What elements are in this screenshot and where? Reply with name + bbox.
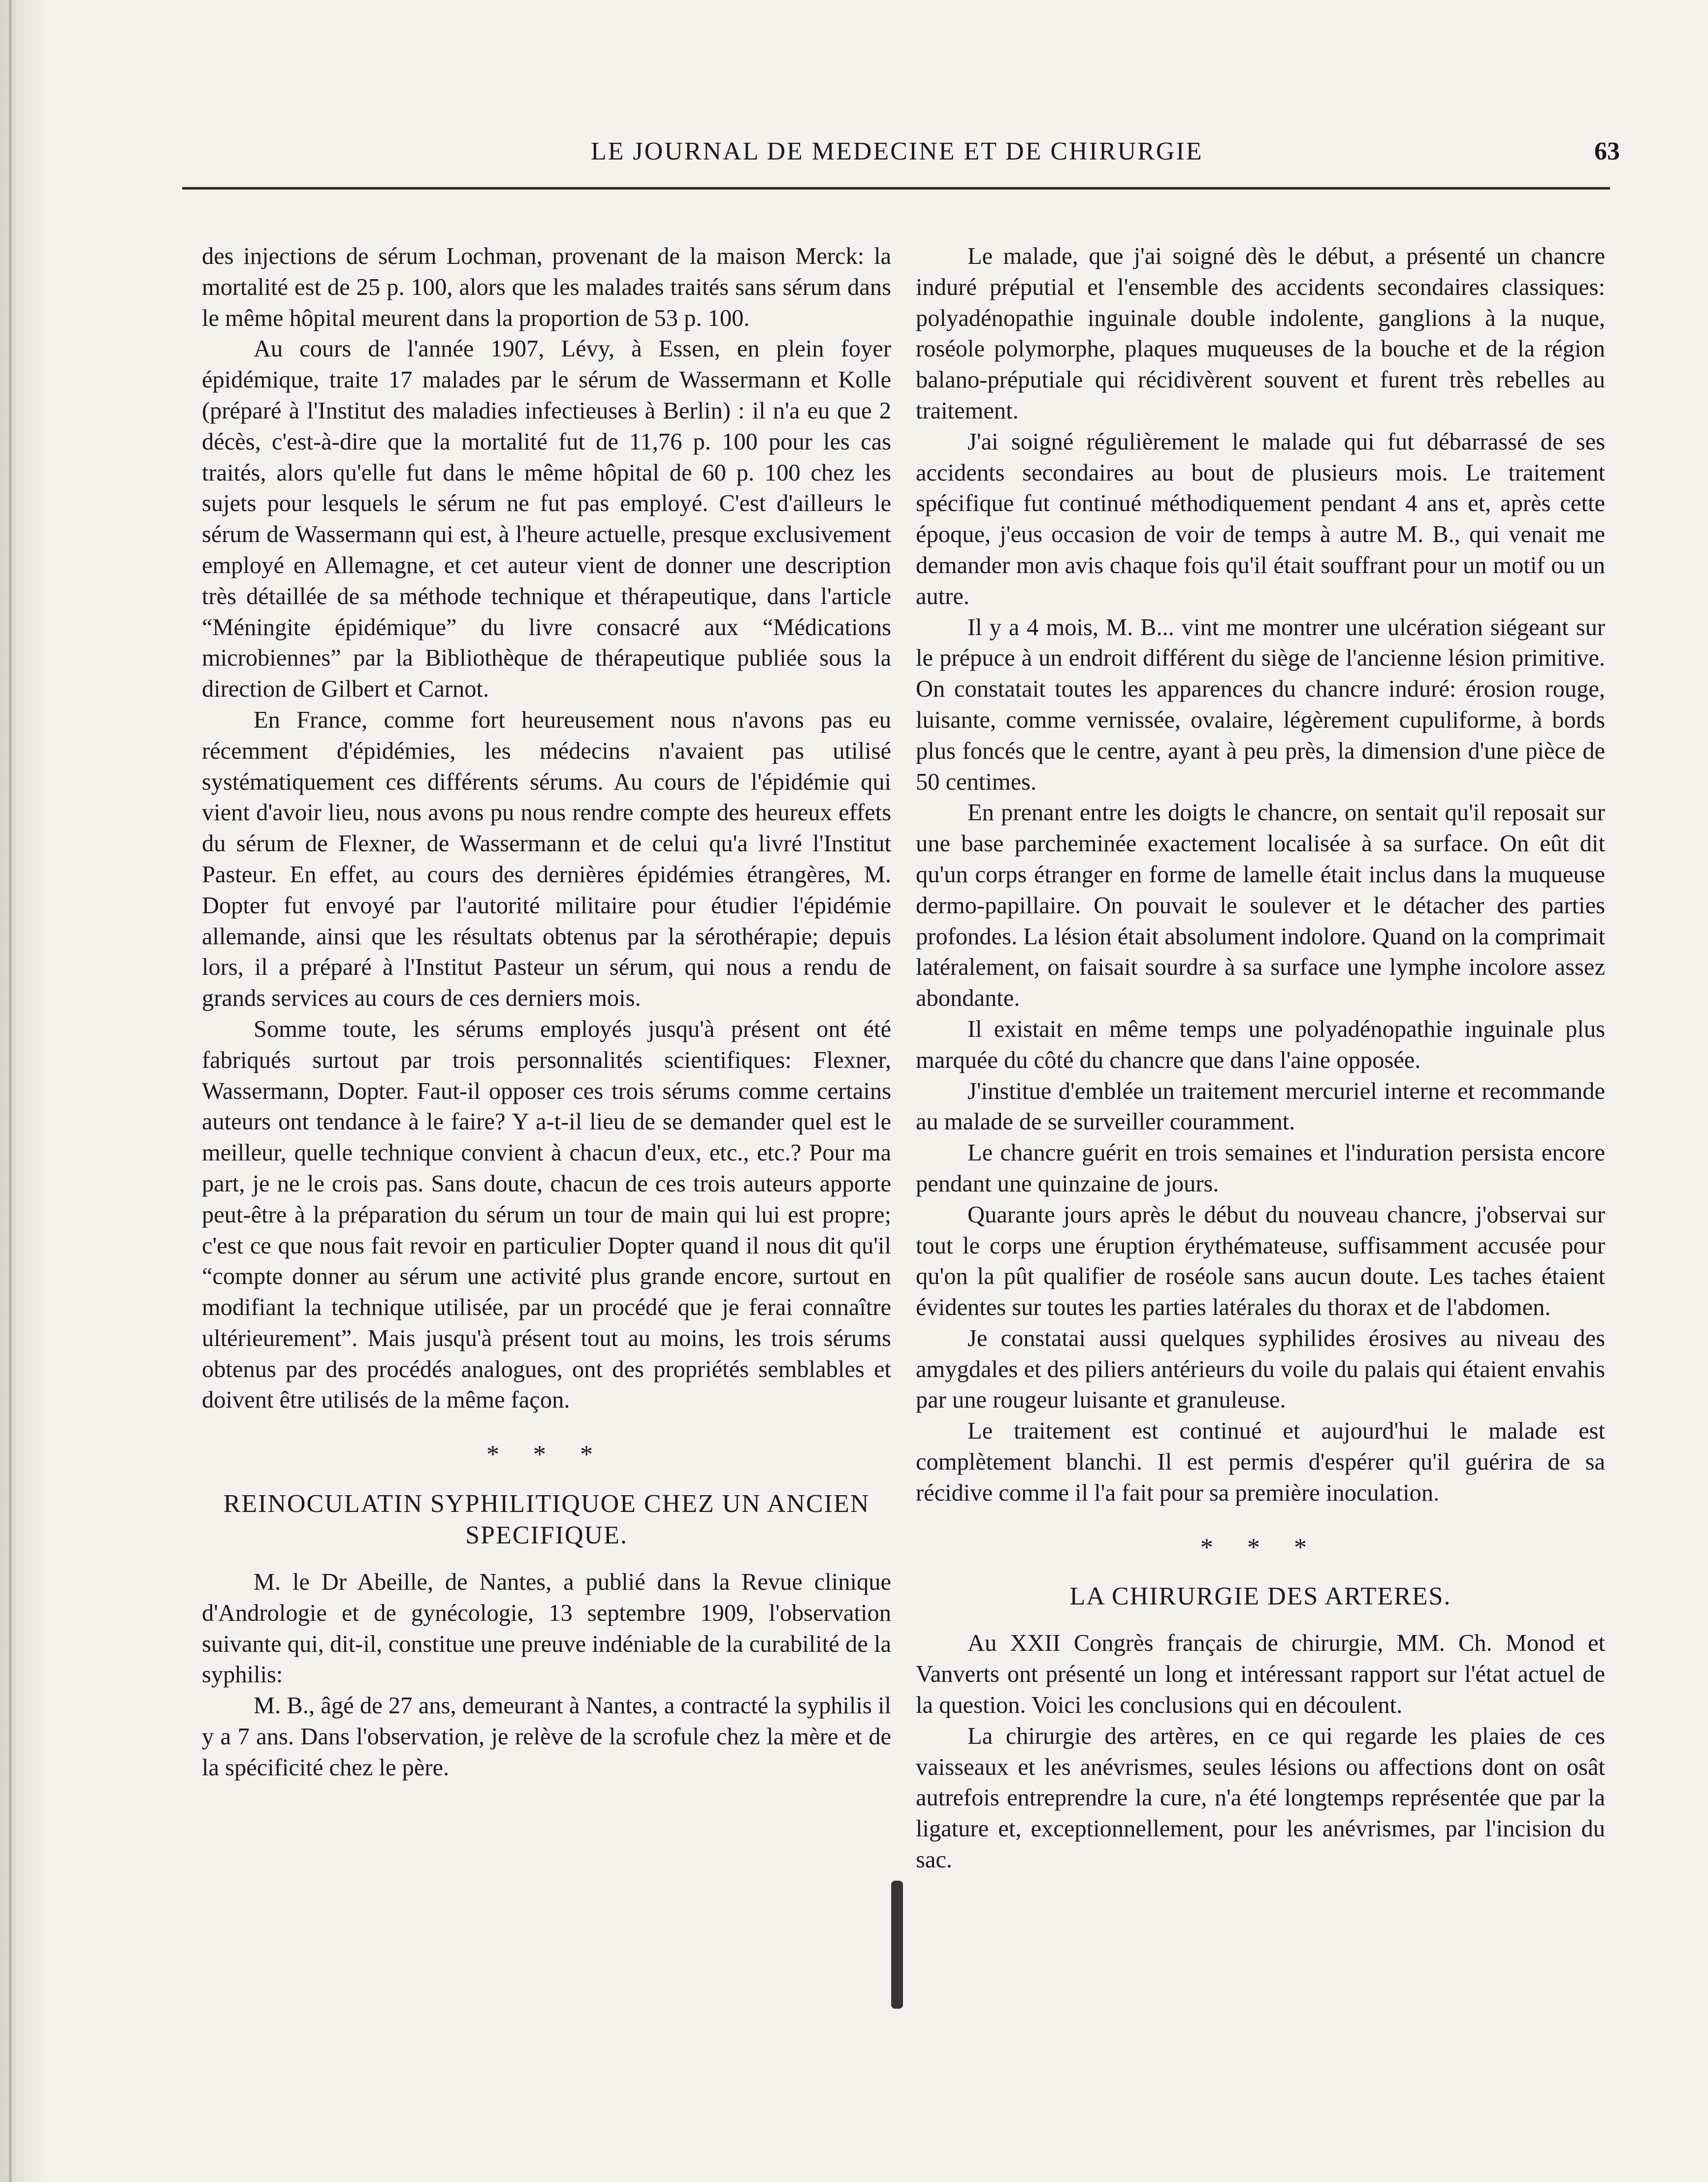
section-separator: * * * [1200,1533,1321,1562]
section-title: LA CHIRURGIE DES ARTERES. [1069,1582,1451,1611]
header-rule [182,187,1610,190]
scan-page-edge [0,0,44,2182]
paragraph: Au XXII Congrès français de chirurgie, MM. Ch. Monod et Vanverts ont présenté un long et intéressant rapport sur l'état actuel de la question. Voici les conclusions qui en découlent. [916,1630,1605,1719]
paragraph: J'institue d'emblée un traitement mercuriel interne et recommande au malade de se surveiller couramment. [916,1078,1605,1135]
section-separator: * * * [486,1441,607,1469]
paragraph: M. le Dr Abeille, de Nantes, a publié dans la Revue clinique d'Andrologie et de gynécologie, 13 septembre 1909, l'observation suivante qui, dit-il, constitue une preuve indéniable de la curabilité de la syphilis: [202,1569,891,1688]
paragraph: des injections de sérum Lochman, provenant de la maison Merck: la mortalité est de 25 p. 100, alors que les malades traités sans sérum dans le même hôpital meurent dans la proportion de 53 p. 100. [202,243,891,331]
ink-blot-mark [891,1881,903,2009]
paragraph: Je constatai aussi quelques syphilides érosives au niveau des amygdales et des piliers antérieurs du voile du palais qui étaient envahis par une rougeur luisante et granuleuse. [916,1325,1605,1413]
paragraph: M. B., âgé de 27 ans, demeurant à Nantes, a contracté la syphilis il y a 7 ans. Dans l'observation, je relève de la scrofule chez la mère et de la spécificité chez le père. [202,1693,891,1781]
section-title: REINOCULATIN SYPHILITIQUOE CHEZ UN ANCIEN SPECIFIQUE. [223,1490,870,1550]
left-column [202,241,891,1784]
right-column [916,241,1605,1876]
page-number: 63 [1594,137,1620,165]
paragraph: Le malade, que j'ai soigné dès le début, a présenté un chancre induré préputial et l'ensemble des accidents secondaires classiques: polyadénopathie inguinale double indolente, ganglions à la nuque, roséole polymorphe, plaques muqueuses de la bouche et de la région balano-préputiale qui récidivèrent souvent et furent très rebelles au traitement. [916,243,1605,424]
paragraph: Il existait en même temps une polyadénopathie inguinale plus marquée du côté du chancre que dans l'aine opposée. [916,1016,1605,1073]
page-header [162,133,1630,177]
paragraph: Quarante jours après le début du nouveau chancre, j'observai sur tout le corps une éruption érythémateuse, suffisamment accusée pour qu'on la pût qualifier de roséole sans aucun doute. Les taches étaient évidentes sur toutes les parties latérales du thorax et de l'abdomen. [916,1201,1605,1321]
paragraph: Somme toute, les sérums employés jusqu'à présent ont été fabriqués surtout par trois personnalités scientifiques: Flexner, Wassermann, Dopter. Faut-il opposer ces trois sérums comme certains auteurs ont tendance à le faire? Y a-t-il lieu de se demander quel est le meilleur, quelle technique convient à chacun d'eux, etc., etc.? Pour ma part, je ne le crois pas. Sans doute, chacun de ces trois auteurs apporte peut-être à la préparation du sérum un tour de main qui lui est propre; c'est ce que nous fait revoir en particulier Dopter quand il nous dit qu'il “compte donner au sérum une activité plus grande encore, surtout en modifiant la technique utilisée, par un procédé que je ferai connaître ultérieurement”. Mais jusqu'à présent tout au moins, les trois sérums obtenus par des procédés analogues, ont des propriétés semblables et doivent être utilisés de la même façon. [202,1016,891,1413]
paragraph: Le chancre guérit en trois semaines et l'induration persista encore pendant une quinzaine de jours. [916,1140,1605,1197]
paragraph: J'ai soigné régulièrement le malade qui fut débarrassé de ses accidents secondaires au bout de plusieurs mois. Le traitement spécifique fut continué méthodiquement pendant 4 ans et, après cette époque, j'eus occasion de voir de temps à autre M. B., qui venait me demander mon avis chaque fois qu'il était souffrant pour un motif ou un autre. [916,428,1605,610]
paragraph: Le traitement est continué et aujourd'hui le malade est complètement blanchi. Il est permis d'espérer qu'il guérira de sa récidive comme il l'a fait pour sa première inoculation. [916,1418,1605,1506]
running-title: LE JOURNAL DE MEDECINE ET DE CHIRURGIE [591,137,1203,165]
paragraph: Au cours de l'année 1907, Lévy, à Essen, en plein foyer épidémique, traite 17 malades par le sérum de Wassermann et Kolle (préparé à l'Institut des maladies infectieuses à Berlin) : il n'a eu que 2 décès, c'est-à-dire que la mortalité fut de 11,76 p. 100 pour les cas traités, alors qu'elle fut dans le même hôpital de 60 p. 100 chez les sujets pour lesquels le sérum ne fut pas employé. C'est d'ailleurs le sérum de Wassermann qui est, à l'heure actuelle, presque exclusivement employé en Allemagne, et cet auteur vient de donner une description très détaillée de sa méthode technique et thérapeutique, dans l'article “Méningite épidémique” du livre consacré aux “Médications microbiennes” par la Bibliothèque de thérapeutique publiée sous la direction de Gilbert et Carnot. [202,336,891,703]
paragraph: En France, comme fort heureusement nous n'avons pas eu récemment d'épidémies, les médecins n'avaient pas utilisé systématiquement ces différents sérums. Au cours de l'épidémie qui vient d'avoir lieu, nous avons pu nous rendre compte des heureux effets du sérum de Flexner, de Wassermann et de celui qu'a livré l'Institut Pasteur. En effet, au cours des dernières épidémies étrangères, M. Dopter fut envoyé par l'autorité militaire pour étudier l'épidémie allemande, ainsi que les résultats obtenus par la sérothérapie; depuis lors, il a préparé à l'Institut Pasteur un sérum, qui nous a rendu de grands services au cours de ces derniers mois. [202,706,891,1012]
paragraph: La chirurgie des artères, en ce qui regarde les plaies de ces vaisseaux et les anévrismes, seules lésions ou affections dont on osât autrefois entreprendre la cure, n'a été longtemps représentée que par la ligature et, exceptionnellement, pour les anévrismes, par l'incision du sac. [916,1723,1605,1873]
paragraph: En prenant entre les doigts le chancre, on sentait qu'il reposait sur une base parcheminée exactement localisée à sa surface. On eût dit qu'un corps étranger en forme de lamelle était inclus dans la muqueuse dermo-papillaire. On pouvait le soulever et le détacher des parties profondes. La lésion était absolument indolore. Quand on la comprimait latéralement, on faisait sourdre à sa surface une lymphe incolore assez abondante. [916,800,1605,1012]
paragraph: Il y a 4 mois, M. B... vint me montrer une ulcération siégeant sur le prépuce à un endroit différent du siège de l'ancienne lésion primitive. On constatait toutes les apparences du chancre induré: érosion rouge, luisante, comme vernissée, ovalaire, légèrement cupuliforme, à bords plus foncés que le centre, ayant à peu près, la dimension d'une pièce de 50 centimes. [916,614,1605,795]
